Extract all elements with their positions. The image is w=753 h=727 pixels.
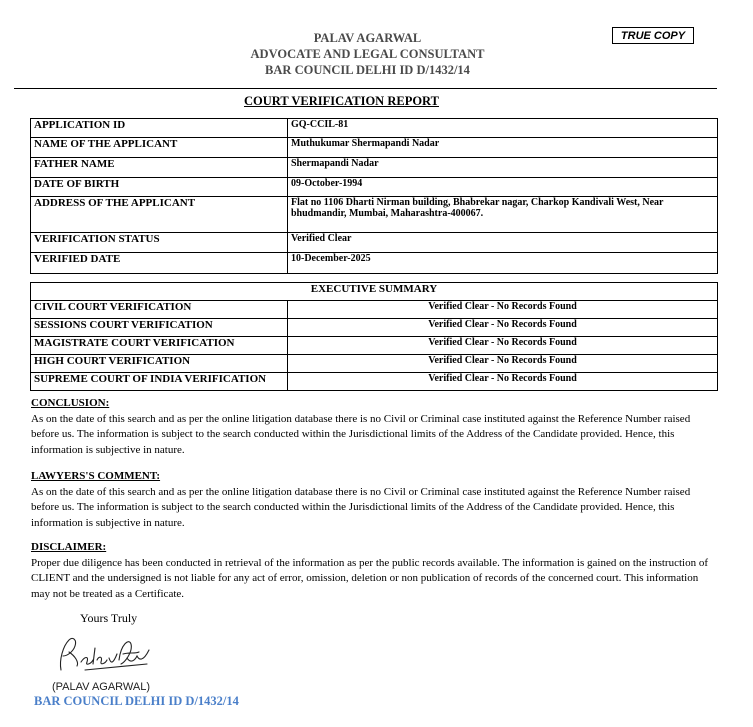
details-table bbox=[30, 118, 718, 274]
summary-value: Verified Clear - No Records Found bbox=[288, 373, 718, 391]
table-row bbox=[31, 283, 718, 301]
summary-value: Verified Clear - No Records Found bbox=[288, 355, 718, 373]
closing-salutation: Yours Truly bbox=[80, 611, 138, 625]
detail-value: 09-October-1994 bbox=[288, 178, 718, 197]
table-row bbox=[31, 158, 718, 178]
detail-value: GQ-CCIL-81 bbox=[288, 119, 718, 138]
conclusion-text: As on the date of this search and as per the online litigation database there is no Civil or Criminal case instituted against the Reference Number raised before us. The information is subject to the search conducted within the Jurisdictional limits of the Address of the Candidate provided. Hence, this information is subjective in nature. bbox=[31, 412, 691, 456]
summary-label: SUPREME COURT OF INDIA VERIFICATION bbox=[31, 373, 288, 391]
lawyers-comment-section bbox=[31, 469, 711, 531]
detail-value: Flat no 1106 Dharti Nirman building, Bhabrekar nagar, Charkop Kandivali West, Near bhudmandir, Mumbai, Maharashtra-400067. bbox=[288, 197, 718, 233]
detail-value: 10-December-2025 bbox=[288, 253, 718, 274]
conclusion-section bbox=[31, 396, 711, 458]
true-copy-stamp: TRUE COPY bbox=[612, 27, 694, 44]
detail-label: NAME OF THE APPLICANT bbox=[31, 138, 288, 158]
detail-value: Shermapandi Nadar bbox=[288, 158, 718, 178]
table-row bbox=[31, 138, 718, 158]
table-row bbox=[31, 337, 718, 355]
lawyers-comment-heading: LAWYERS'S COMMENT: bbox=[31, 470, 161, 482]
lawyers-comment-text: As on the date of this search and as per the online litigation database there is no Civil or Criminal case instituted against the Reference Number raised before us. The information is subject to the search conducted within the Jurisdictional limits of the Address of the Candidate provided. Hence, this information is subjective in nature. bbox=[31, 485, 691, 529]
detail-label: VERIFIED DATE bbox=[31, 253, 288, 274]
summary-label: SESSIONS COURT VERIFICATION bbox=[31, 319, 288, 337]
table-row bbox=[31, 119, 718, 138]
summary-value: Verified Clear - No Records Found bbox=[288, 319, 718, 337]
detail-label: APPLICATION ID bbox=[31, 119, 288, 138]
table-row bbox=[31, 197, 718, 233]
signatory-bar-id: BAR COUNCIL DELHI ID D/1432/14 bbox=[34, 694, 239, 708]
table-row bbox=[31, 233, 718, 253]
table-row bbox=[31, 301, 718, 319]
executive-summary-table bbox=[30, 282, 718, 391]
disclaimer-text: Proper due diligence has been conducted in retrieval of the information as per the public records available. The information is gained on the instruction of CLIENT and the undersigned is not liable for any act of error, omission, deletion or non publication of records of the concerned court. This information may not be treated as a Certificate. bbox=[31, 556, 708, 600]
header-divider bbox=[14, 88, 717, 89]
detail-label: FATHER NAME bbox=[31, 158, 288, 178]
report-title: COURT VERIFICATION REPORT bbox=[244, 94, 439, 108]
advocate-bar-id: BAR COUNCIL DELHI ID D/1432/14 bbox=[265, 63, 470, 77]
summary-label: CIVIL COURT VERIFICATION bbox=[31, 301, 288, 319]
disclaimer-section bbox=[31, 540, 711, 602]
summary-label: MAGISTRATE COURT VERIFICATION bbox=[31, 337, 288, 355]
detail-label: DATE OF BIRTH bbox=[31, 178, 288, 197]
conclusion-heading: CONCLUSION: bbox=[31, 397, 110, 409]
disclaimer-heading: DISCLAIMER: bbox=[31, 541, 107, 553]
table-row bbox=[31, 373, 718, 391]
table-row bbox=[31, 178, 718, 197]
advocate-title: ADVOCATE AND LEGAL CONSULTANT bbox=[250, 47, 485, 61]
detail-label: VERIFICATION STATUS bbox=[31, 233, 288, 253]
detail-value: Muthukumar Shermapandi Nadar bbox=[288, 138, 718, 158]
summary-value: Verified Clear - No Records Found bbox=[288, 301, 718, 319]
handwritten-signature bbox=[55, 630, 155, 678]
signatory-name: (PALAV AGARWAL) bbox=[52, 681, 151, 693]
table-row bbox=[31, 319, 718, 337]
summary-heading: EXECUTIVE SUMMARY bbox=[31, 283, 718, 301]
detail-label: ADDRESS OF THE APPLICANT bbox=[31, 197, 288, 233]
summary-label: HIGH COURT VERIFICATION bbox=[31, 355, 288, 373]
advocate-name: PALAV AGARWAL bbox=[313, 31, 422, 45]
summary-value: Verified Clear - No Records Found bbox=[288, 337, 718, 355]
table-row bbox=[31, 253, 718, 274]
detail-value: Verified Clear bbox=[288, 233, 718, 253]
table-row bbox=[31, 355, 718, 373]
